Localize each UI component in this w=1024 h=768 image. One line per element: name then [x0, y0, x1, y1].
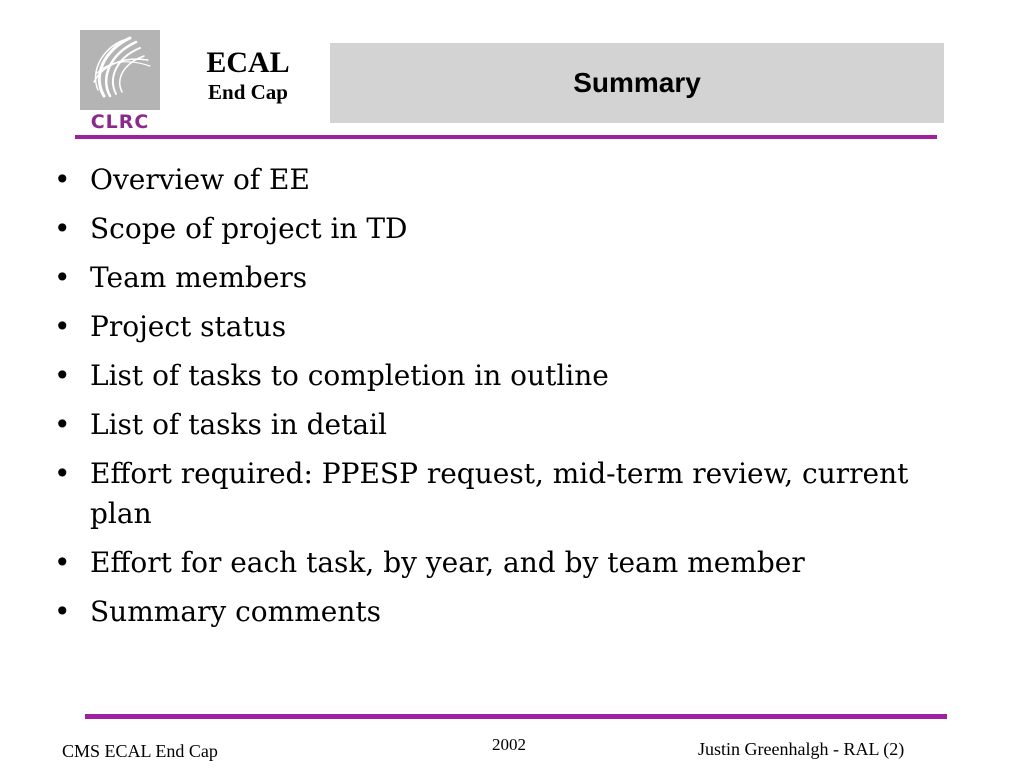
- list-item-text: Team members: [90, 261, 308, 294]
- list-item-text: Summary comments: [90, 595, 381, 628]
- footer-left-text: CMS ECAL End Cap: [62, 741, 218, 761]
- footer-year: 2002: [492, 735, 526, 754]
- logo-text: CLRC: [90, 111, 150, 133]
- clrc-logo: [80, 30, 160, 132]
- list-item: [50, 356, 970, 396]
- bullet-icon: •: [54, 457, 71, 490]
- top-divider: [75, 135, 937, 139]
- footer-author: Justin Greenhalgh - RAL (2): [698, 739, 905, 759]
- bullet-icon: •: [54, 261, 71, 294]
- list-item: [50, 160, 970, 200]
- bullet-icon: •: [54, 310, 71, 343]
- bullet-icon: •: [54, 408, 71, 441]
- list-item: [50, 543, 970, 583]
- logo-swirl-icon: [80, 30, 160, 110]
- list-item-text: List of tasks in detail: [90, 408, 387, 441]
- brand-title: ECAL: [206, 46, 290, 79]
- list-item: [50, 405, 970, 445]
- list-item-text: Effort for each task, by year, and by team member: [90, 546, 805, 579]
- logo-emblem: [80, 30, 160, 110]
- bullet-list: [50, 160, 970, 641]
- bullet-icon: •: [54, 163, 71, 196]
- bullet-icon: •: [54, 212, 71, 245]
- list-item-text: List of tasks to completion in outline: [90, 359, 609, 392]
- list-item-text: Scope of project in TD: [90, 212, 408, 245]
- brand-subtitle: End Cap: [208, 80, 288, 104]
- list-item: [50, 307, 970, 347]
- slide-title-box: [330, 43, 944, 123]
- brand-block: [180, 46, 316, 104]
- list-item: [50, 209, 970, 249]
- bullet-icon: •: [54, 359, 71, 392]
- bottom-divider: [85, 714, 947, 719]
- list-item-text: Effort required: PPESP request, mid-term review, current plan: [90, 457, 909, 530]
- list-item: [50, 592, 970, 632]
- list-item: [50, 258, 970, 298]
- list-item-text: Project status: [90, 310, 287, 343]
- list-item: [50, 454, 970, 534]
- slide-title: Summary: [573, 67, 701, 98]
- list-item-text: Overview of EE: [90, 163, 310, 196]
- bullet-icon: •: [54, 546, 71, 579]
- bullet-icon: •: [54, 595, 71, 628]
